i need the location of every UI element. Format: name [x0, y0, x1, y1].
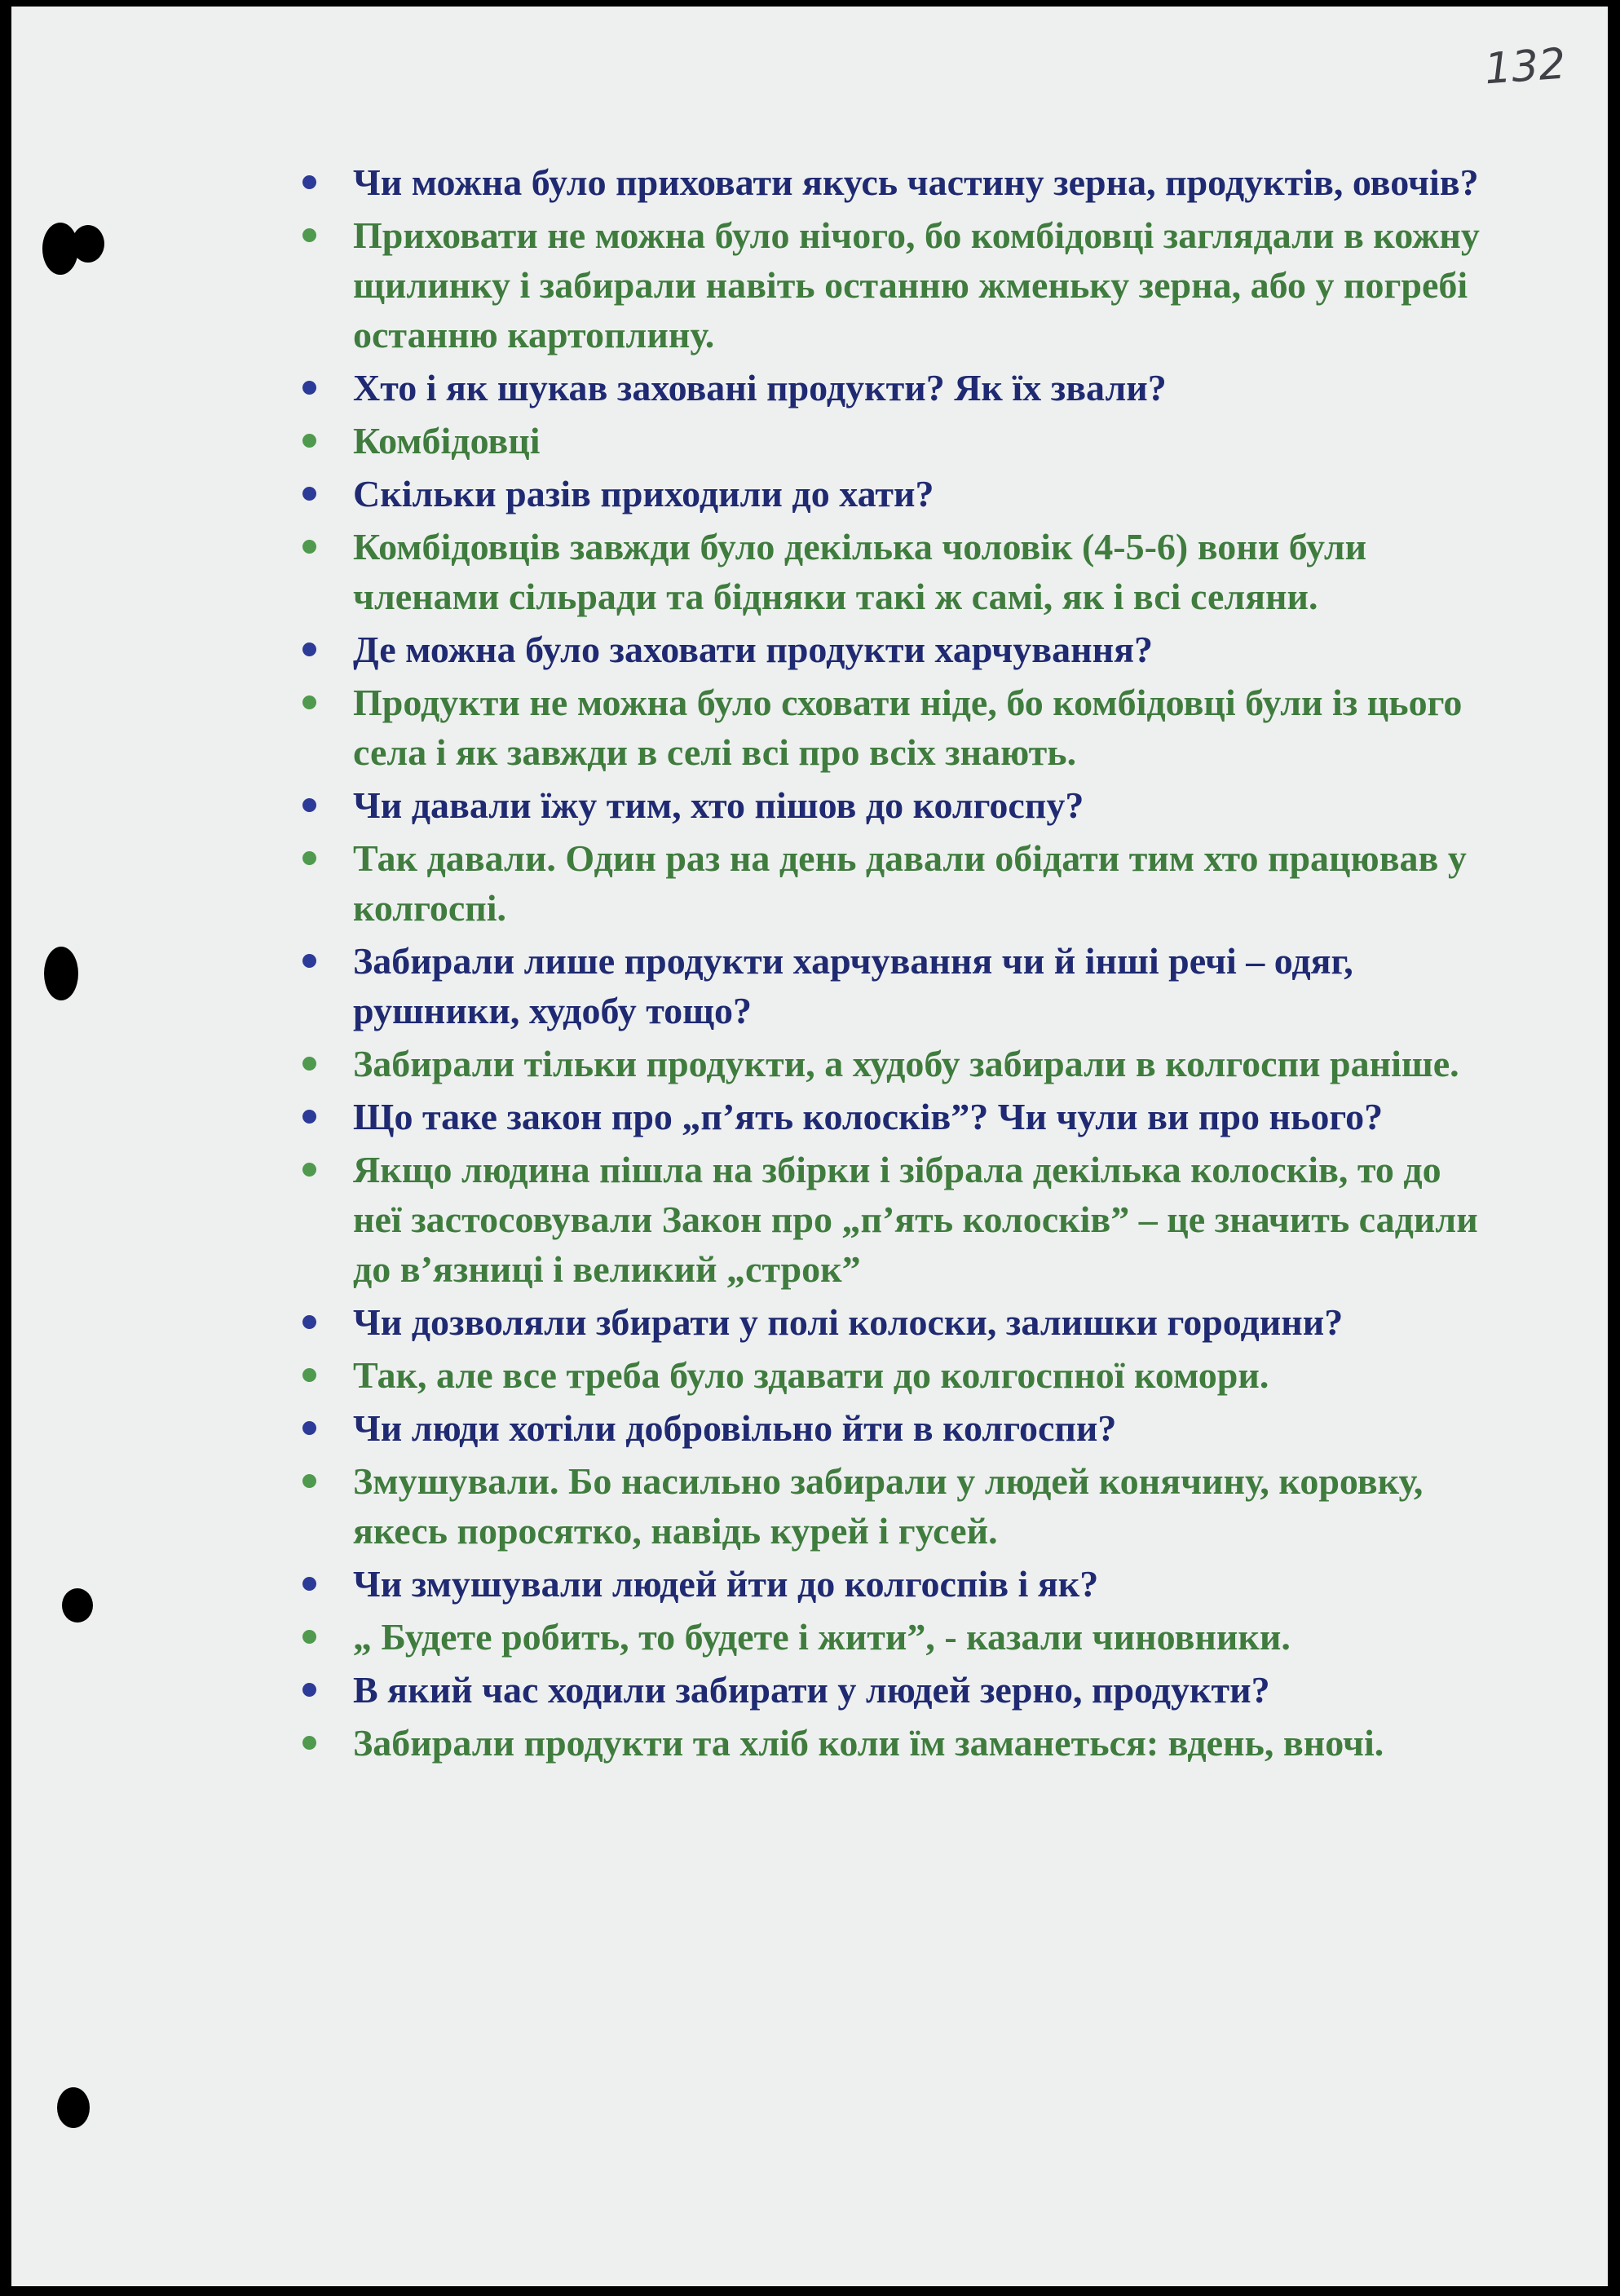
- question-text: Чи дозволяли збирати у полі колоски, залишки городини?: [353, 1301, 1344, 1343]
- answer-item: [296, 678, 1486, 777]
- bullet-icon: [302, 434, 316, 448]
- answer-item: [296, 1456, 1486, 1556]
- answer-text: Змушували. Бо насильно забирали у людей конячину, коровку, якесь поросятко, навідь курей і гусей.: [353, 1460, 1424, 1552]
- question-text: Чи змушували людей йти до колгоспів і як?: [353, 1563, 1099, 1605]
- question-text: Чи можна було приховати якусь частину зерна, продуктів, овочів?: [353, 161, 1479, 203]
- question-item: [296, 625, 1486, 674]
- question-text: В який час ходили забирати у людей зерно, продукти?: [353, 1669, 1270, 1711]
- bullet-icon: [302, 1110, 316, 1124]
- answer-text: Комбідовці: [353, 420, 541, 461]
- punch-hole: [62, 1588, 93, 1623]
- answer-text: Якщо людина пішла на збірки і зібрала декілька колосків, то до неї застосовували Закон про „п’ять колосків” – це значить садили до в’язниці і великий „строк”: [353, 1149, 1478, 1290]
- answer-text: „ Будете робить, то будете і жити”, - казали чиновники.: [353, 1616, 1291, 1658]
- answer-item: [296, 416, 1486, 466]
- bullet-icon: [302, 381, 316, 395]
- document-page: [11, 7, 1608, 2286]
- bullet-icon: [302, 851, 316, 865]
- answer-item: [296, 1612, 1486, 1662]
- answer-text: Забирали продукти та хліб коли їм заманеться: вдень, вночі.: [353, 1722, 1384, 1764]
- question-item: [296, 936, 1486, 1035]
- bullet-icon: [302, 1368, 316, 1382]
- answer-item: [296, 1350, 1486, 1400]
- punch-hole: [57, 2087, 90, 2128]
- question-text: Чи люди хотіли добровільно йти в колгоспи?: [353, 1407, 1117, 1449]
- bullet-icon: [302, 487, 316, 501]
- question-text: Де можна було заховати продукти харчування?: [353, 629, 1153, 670]
- bullet-icon: [302, 1057, 316, 1071]
- bullet-icon: [302, 695, 316, 709]
- answer-text: Комбідовців завжди було декілька чоловік (4-5-6) вони були членами сільради та бідняки такі ж самі, як і всі селяни.: [353, 526, 1367, 617]
- bullet-icon: [302, 642, 316, 656]
- questions-answers-list: [296, 157, 1486, 1771]
- page-number: 132: [1482, 39, 1567, 95]
- question-text: Забирали лише продукти харчування чи й інші речі – одяг, рушники, худобу тощо?: [353, 940, 1353, 1031]
- bullet-icon: [302, 1421, 316, 1435]
- question-item: [296, 157, 1486, 207]
- bullet-icon: [302, 798, 316, 812]
- answer-item: [296, 522, 1486, 621]
- answer-item: [296, 210, 1486, 360]
- answer-item: [296, 1718, 1486, 1768]
- answer-text: Так, але все треба було здавати до колгоспної комори.: [353, 1354, 1269, 1396]
- bullet-icon: [302, 175, 316, 189]
- answer-item: [296, 1145, 1486, 1294]
- question-item: [296, 1665, 1486, 1715]
- bullet-icon: [302, 1474, 316, 1488]
- bullet-icon: [302, 1683, 316, 1697]
- punch-hole: [44, 947, 78, 1000]
- answer-item: [296, 1039, 1486, 1088]
- bullet-icon: [302, 228, 316, 242]
- question-text: Що таке закон про „п’ять колосків”? Чи чули ви про нього?: [353, 1096, 1384, 1137]
- question-item: [296, 469, 1486, 519]
- question-item: [296, 1297, 1486, 1347]
- answer-text: Забирали тільки продукти, а худобу забирали в колгоспи раніше.: [353, 1043, 1459, 1084]
- answer-item: [296, 833, 1486, 933]
- question-item: [296, 363, 1486, 413]
- answer-text: Продукти не можна було сховати ніде, бо комбідовці були із цього села і як завжди в селі всі про всіх знають.: [353, 682, 1463, 773]
- bullet-icon: [302, 1630, 316, 1644]
- bullet-icon: [302, 1577, 316, 1591]
- bullet-icon: [302, 954, 316, 968]
- question-text: Чи давали їжу тим, хто пішов до колгоспу?: [353, 784, 1084, 826]
- question-text: Скільки разів приходили до хати?: [353, 473, 934, 514]
- question-text: Хто і як шукав заховані продукти? Як їх звали?: [353, 367, 1167, 408]
- bullet-icon: [302, 1163, 316, 1177]
- question-item: [296, 780, 1486, 830]
- bullet-icon: [302, 1736, 316, 1750]
- bullet-icon: [302, 1315, 316, 1329]
- question-item: [296, 1092, 1486, 1141]
- answer-text: Так давали. Один раз на день давали обідати тим хто працював у колгоспі.: [353, 837, 1467, 929]
- question-item: [296, 1559, 1486, 1609]
- punch-hole: [72, 225, 104, 263]
- question-item: [296, 1403, 1486, 1453]
- bullet-icon: [302, 540, 316, 554]
- answer-text: Приховати не можна було нічого, бо комбідовці заглядали в кожну щилинку і забирали навіть останню жменьку зерна, або у погребі останню картоплину.: [353, 214, 1480, 355]
